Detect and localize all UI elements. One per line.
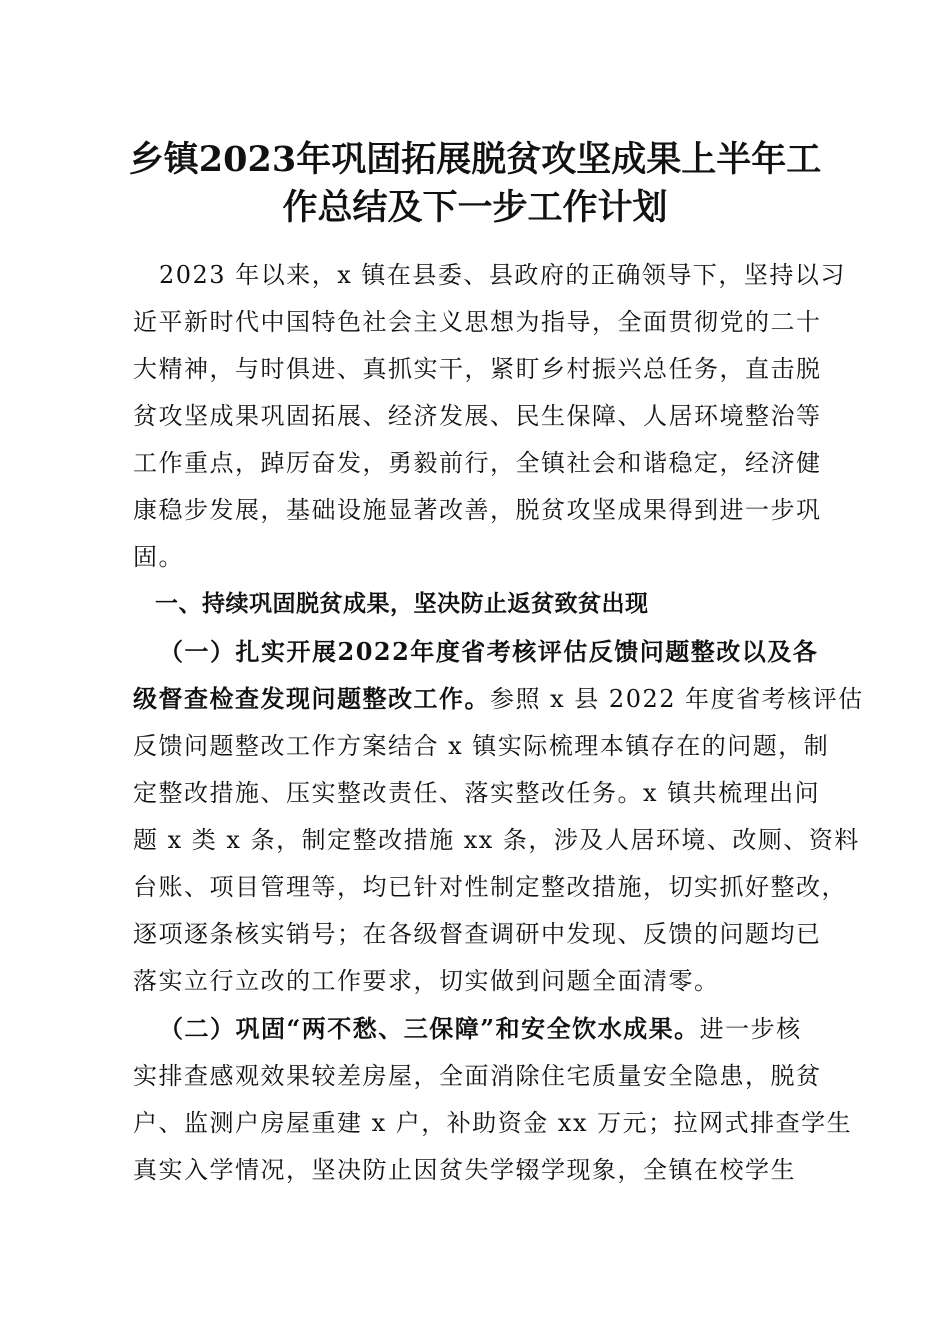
subsection-1-line: 题 x 类 x 条，制定整改措施 xx 条，涉及人居环境、改厕、资料 — [133, 826, 860, 854]
title-line-1: 乡镇2023年巩固拓展脱贫攻坚成果上半年工 — [128, 139, 822, 180]
subsection-2-line — [133, 1005, 823, 1053]
subsection-2-line: 户、监测户房屋重建 x 户，补助资金 xx 万元；拉网式排查学生 — [133, 1109, 853, 1137]
subsection-1-line — [133, 675, 864, 723]
intro-line: 大精神，与时俱进、真抓实干，紧盯乡村振兴总任务，直击脱 — [133, 355, 822, 383]
subsection-1-line: 落实立行立改的工作要求，切实做到问题全面清零。 — [133, 967, 720, 995]
intro-line: 康稳步发展，基础设施显著改善，脱贫攻坚成果得到进一步巩 — [133, 496, 822, 524]
intro-paragraph — [133, 252, 846, 581]
subsection-1-line: 反馈问题整改工作方案结合 x 镇实际梳理本镇存在的问题，制 — [133, 732, 830, 760]
subsection-2-text: 进一步核 — [699, 1015, 802, 1043]
subsection-1-title-line-1: （一）扎实开展2022年度省考核评估反馈问题整改以及各 — [159, 637, 819, 666]
subsection-2-line: 真实入学情况，坚决防止因贫失学辍学现象，全镇在校学生 — [133, 1156, 796, 1184]
intro-line: 贫攻坚成果巩固拓展、经济发展、民生保障、人居环境整治等 — [133, 402, 822, 430]
intro-line: 固。 — [133, 543, 184, 571]
subsection-2-line: 实排查感观效果较差房屋，全面消除住宅质量安全隐患，脱贫 — [133, 1062, 822, 1090]
subsection-1-line: 定整改措施、压实整改责任、落实整改任务。x 镇共梳理出问 — [133, 779, 821, 807]
document-body — [133, 252, 864, 1194]
intro-line: 近平新时代中国特色社会主义思想为指导，全面贯彻党的二十 — [133, 308, 822, 336]
subsection-1-line: 台账、项目管理等，均已针对性制定整改措施，切实抓好整改， — [133, 873, 847, 901]
document-title — [110, 136, 840, 232]
subsection-2-paragraph — [133, 1005, 853, 1194]
subsection-2-title: （二）巩固“两不愁、三保障”和安全饮水成果。 — [159, 1014, 700, 1043]
subsection-1-title-line-2: 级督查检查发现问题整改工作。 — [133, 684, 490, 713]
subsection-1-paragraph — [133, 628, 864, 1005]
subsection-1-text: 参照 x 县 2022 年度省考核评估 — [490, 685, 864, 713]
subsection-1-line: 逐项逐条核实销号；在各级督查调研中发现、反馈的问题均已 — [133, 920, 822, 948]
section-1-heading: 一、持续巩固脱贫成果，坚决防止返贫致贫出现 — [155, 591, 649, 617]
intro-line: 2023 年以来，x 镇在县委、县政府的正确领导下，坚持以习 — [159, 261, 846, 289]
intro-line: 工作重点，踔厉奋发，勇毅前行，全镇社会和谐稳定，经济健 — [133, 449, 822, 477]
title-line-2: 作总结及下一步工作计划 — [282, 187, 668, 228]
